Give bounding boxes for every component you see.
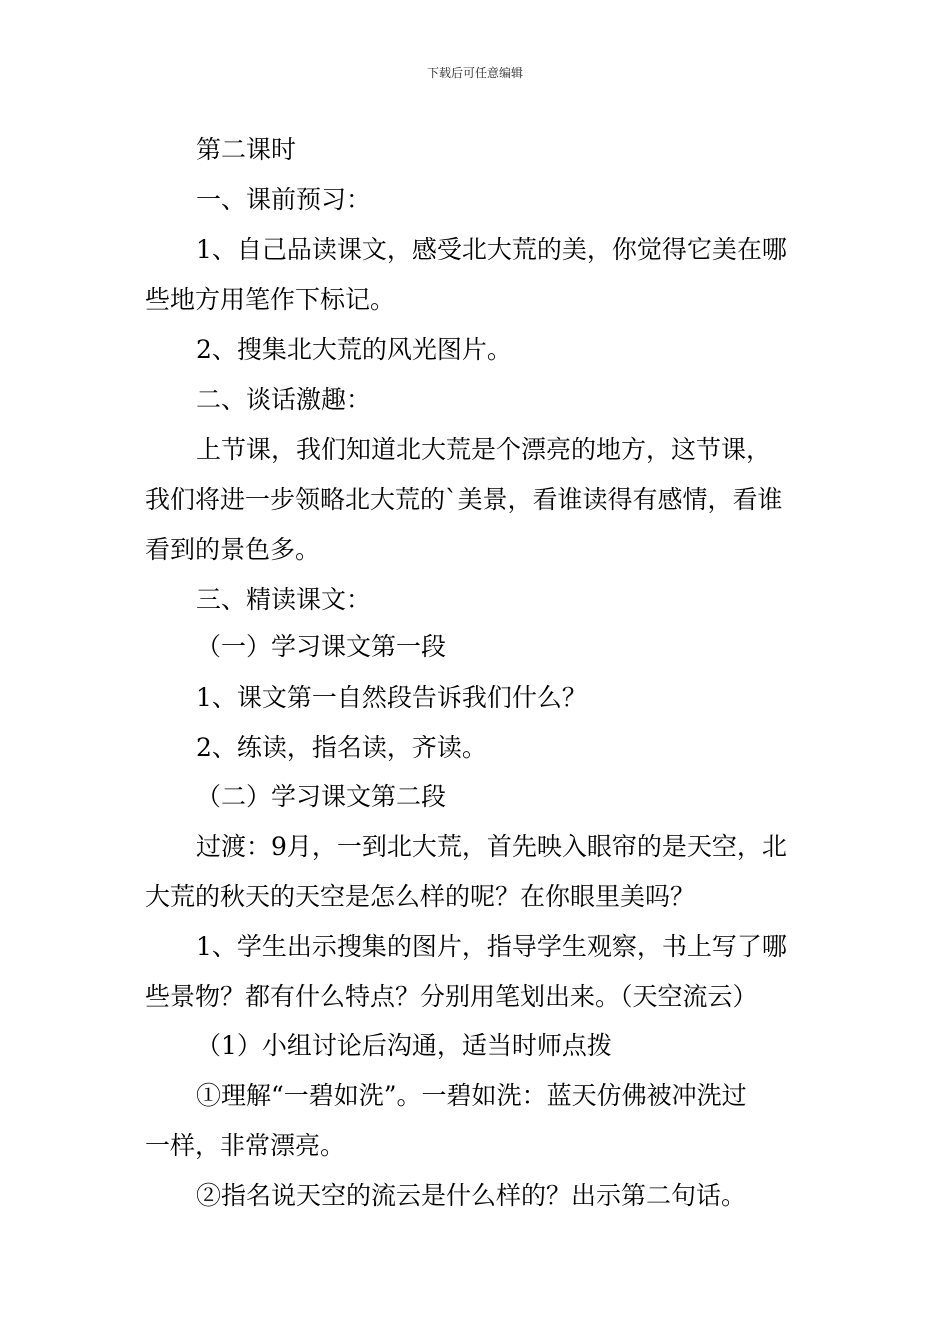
subsection-heading: （一）学习课文第一段 [196,632,447,661]
section-heading: 一、课前预习： [196,185,372,214]
section-heading: 三、精读课文： [196,585,372,614]
paragraph-line: 些地方用笔作下标记。 [145,285,396,314]
paragraph-line: 1、自己品读课文，感受北大荒的美，你觉得它美在哪 [196,235,787,264]
paragraph-line: ②指名说天空的流云是什么样的？出示第二句话。 [196,1181,747,1210]
paragraph-line: 我们将进一步领略北大荒的`美景，看谁读得有感情，看谁 [145,485,783,514]
paragraph-line: 1、学生出示搜集的图片，指导学生观察，书上写了哪 [196,932,787,961]
paragraph-line: 2、练读，指名读，齐读。 [196,733,487,762]
paragraph-line: ①理解“一碧如洗”。一碧如洗：蓝天仿佛被冲洗过 [196,1081,747,1110]
paragraph-line: 2、搜集北大荒的风光图片。 [196,335,512,364]
page-header-note: 下载后可任意编辑 [426,66,523,80]
section-heading: 二、谈话激趣： [196,385,372,414]
paragraph-line: 1、课文第一自然段告诉我们什么？ [196,683,587,712]
lesson-title: 第二课时 [196,135,297,164]
paragraph-line: 上节课，我们知道北大荒是个漂亮的地方，这节课， [196,435,772,464]
paragraph-line: 些景物？都有什么特点？分别用笔划出来。（天空流云） [145,982,758,1011]
subsection-heading: （二）学习课文第二段 [196,782,447,811]
paragraph-line: 过渡：9月，一到北大荒，首先映入眼帘的是天空，北 [196,832,787,861]
paragraph-line: （1）小组讨论后沟通，适当时师点拨 [196,1031,612,1060]
paragraph-line: 看到的景色多。 [145,535,321,564]
paragraph-line: 大荒的秋天的天空是怎么样的呢？在你眼里美吗？ [145,882,696,911]
paragraph-line: 一样，非常漂亮。 [145,1131,346,1160]
